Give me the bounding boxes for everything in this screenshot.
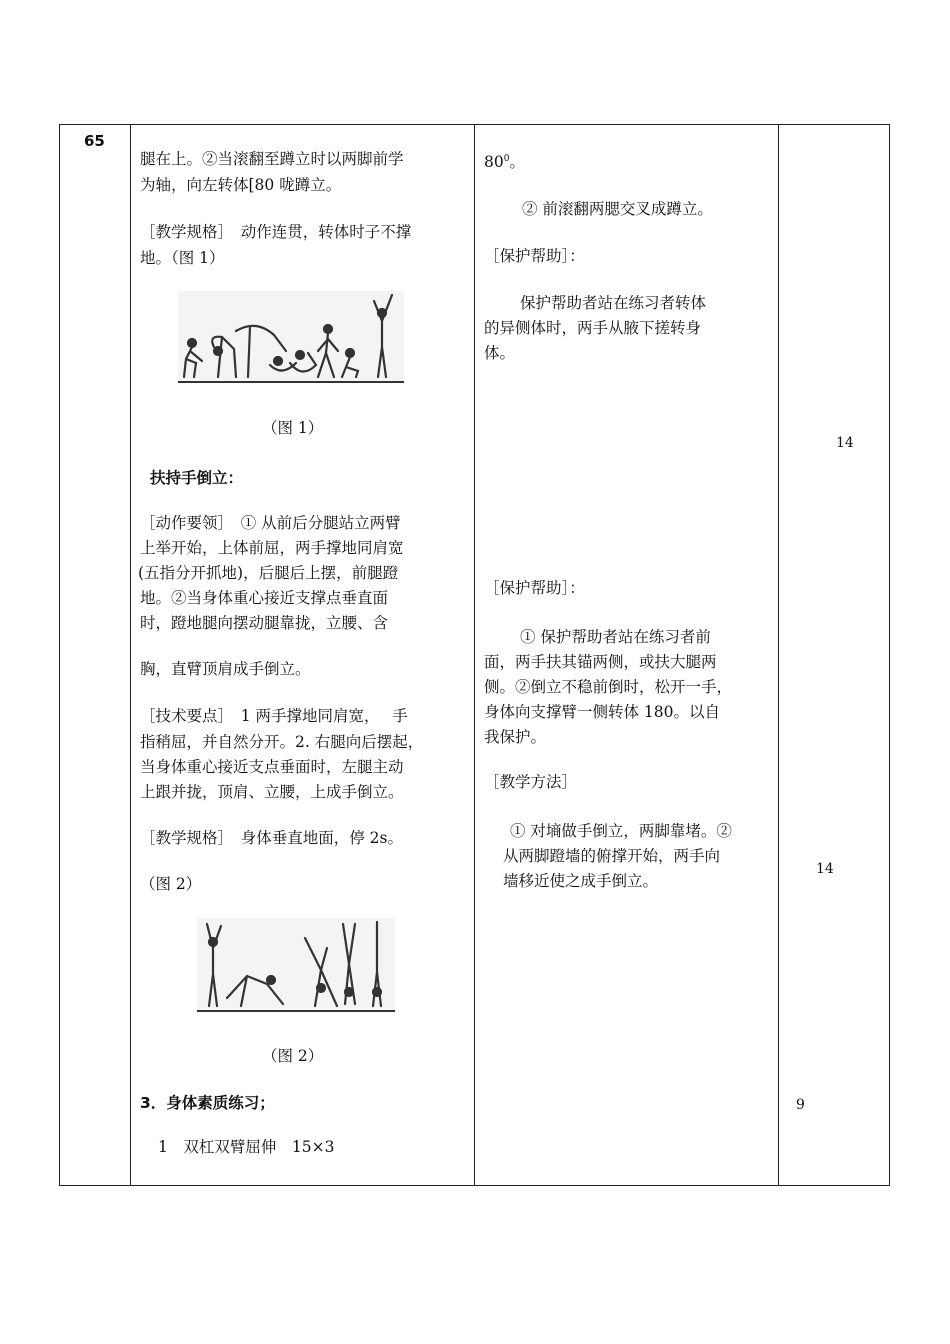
section-heading: ［保护帮助］：	[484, 247, 585, 265]
text-line: ① 保护帮助者站在练习者前	[520, 628, 711, 646]
gymnastics-figures-image	[178, 291, 404, 381]
column-divider	[474, 125, 475, 1185]
time-value: 14	[836, 435, 854, 451]
column-divider	[778, 125, 779, 1185]
text-line: (五指分开抓地)，后腿后上摆，前腿蹬	[138, 564, 399, 582]
text-line: 当身体重心接近支点垂面时，左腿主动	[140, 758, 404, 776]
text-line: 身体向支撑臂一侧转体 180。以自	[484, 703, 721, 721]
section-heading: ［教学方法］	[484, 773, 578, 791]
figure-1-forward-roll-illustration	[178, 291, 404, 383]
text-line: 地。②当身体重心接近支撑点垂直面	[140, 589, 389, 607]
time-value: 9	[796, 1097, 805, 1113]
text-line: 侧。②倒立不稳前倒时，松开一手，	[484, 678, 733, 696]
text-line: ［教学规格］ 身体垂直地面，停 2s。	[140, 829, 403, 847]
column-divider	[130, 125, 131, 1185]
lesson-table	[59, 124, 890, 1186]
section-heading: 扶持手倒立：	[150, 469, 244, 487]
text-line: 时，蹬地腿向摆动腿靠拢，立腰、含	[140, 614, 389, 632]
text-line: 腿在上。②当滚翻至蹲立时以两脚前学	[140, 150, 404, 168]
text-line: 1 双杠双臂屈伸 15×3	[158, 1138, 335, 1156]
text-line: 我保护。	[484, 728, 547, 746]
text-line: ① 对墒做手倒立，两脚靠堵。②	[510, 822, 732, 840]
text-line: 地。（图 1）	[140, 249, 225, 267]
text-line: 的异侧体时，两手从腋下搓转身	[484, 319, 702, 337]
text-line: 保护帮助者站在练习者转体	[520, 294, 707, 312]
text-line: （图 2）	[140, 875, 202, 893]
text-line: ［技术要点］ 1 两手撑地同肩宽， 手	[140, 707, 408, 725]
text-line: 上跟并拢，顶肩、立腰，上成手倒立。	[140, 783, 404, 801]
row-number: 65	[84, 132, 105, 150]
time-value: 14	[816, 861, 834, 877]
text-line: 墙移近使之成手倒立。	[503, 872, 659, 890]
text-line: ［动作要领］ ① 从前后分腿站立两臂	[140, 514, 401, 532]
text-line: 面，两手扶其锚两侧，或扶大腿两	[484, 653, 717, 671]
text-line: 体。	[484, 344, 516, 362]
figure-2-caption: （图 2）	[262, 1047, 324, 1065]
text-line: 胸，直臂顶肩成手倒立。	[140, 660, 311, 678]
text-line: ② 前滚翻两腮交叉成蹲立。	[522, 200, 713, 218]
section-heading: ［保护帮助］：	[484, 579, 585, 597]
gymnastics-figures-image	[197, 918, 395, 1010]
text-line: 从两脚蹬墙的俯撑开始，两手向	[503, 847, 721, 865]
figure-2-handstand-illustration	[197, 918, 395, 1012]
text-line: 指稍屈，并自然分开。2. 右腿向后摆起，	[140, 733, 424, 751]
text-line: ［教学规格］ 动作连贯，转体时子不撑	[140, 223, 412, 241]
text-line: 为轴，向左转体[80 咙蹲立。	[140, 176, 342, 194]
text-line: 上举开始，上体前屈，两手撑地同肩宽	[140, 539, 404, 557]
section-heading: 3．身体素质练习；	[140, 1094, 275, 1112]
text-line: $80^0$。	[484, 153, 525, 172]
figure-1-caption: （图 1）	[262, 419, 324, 437]
